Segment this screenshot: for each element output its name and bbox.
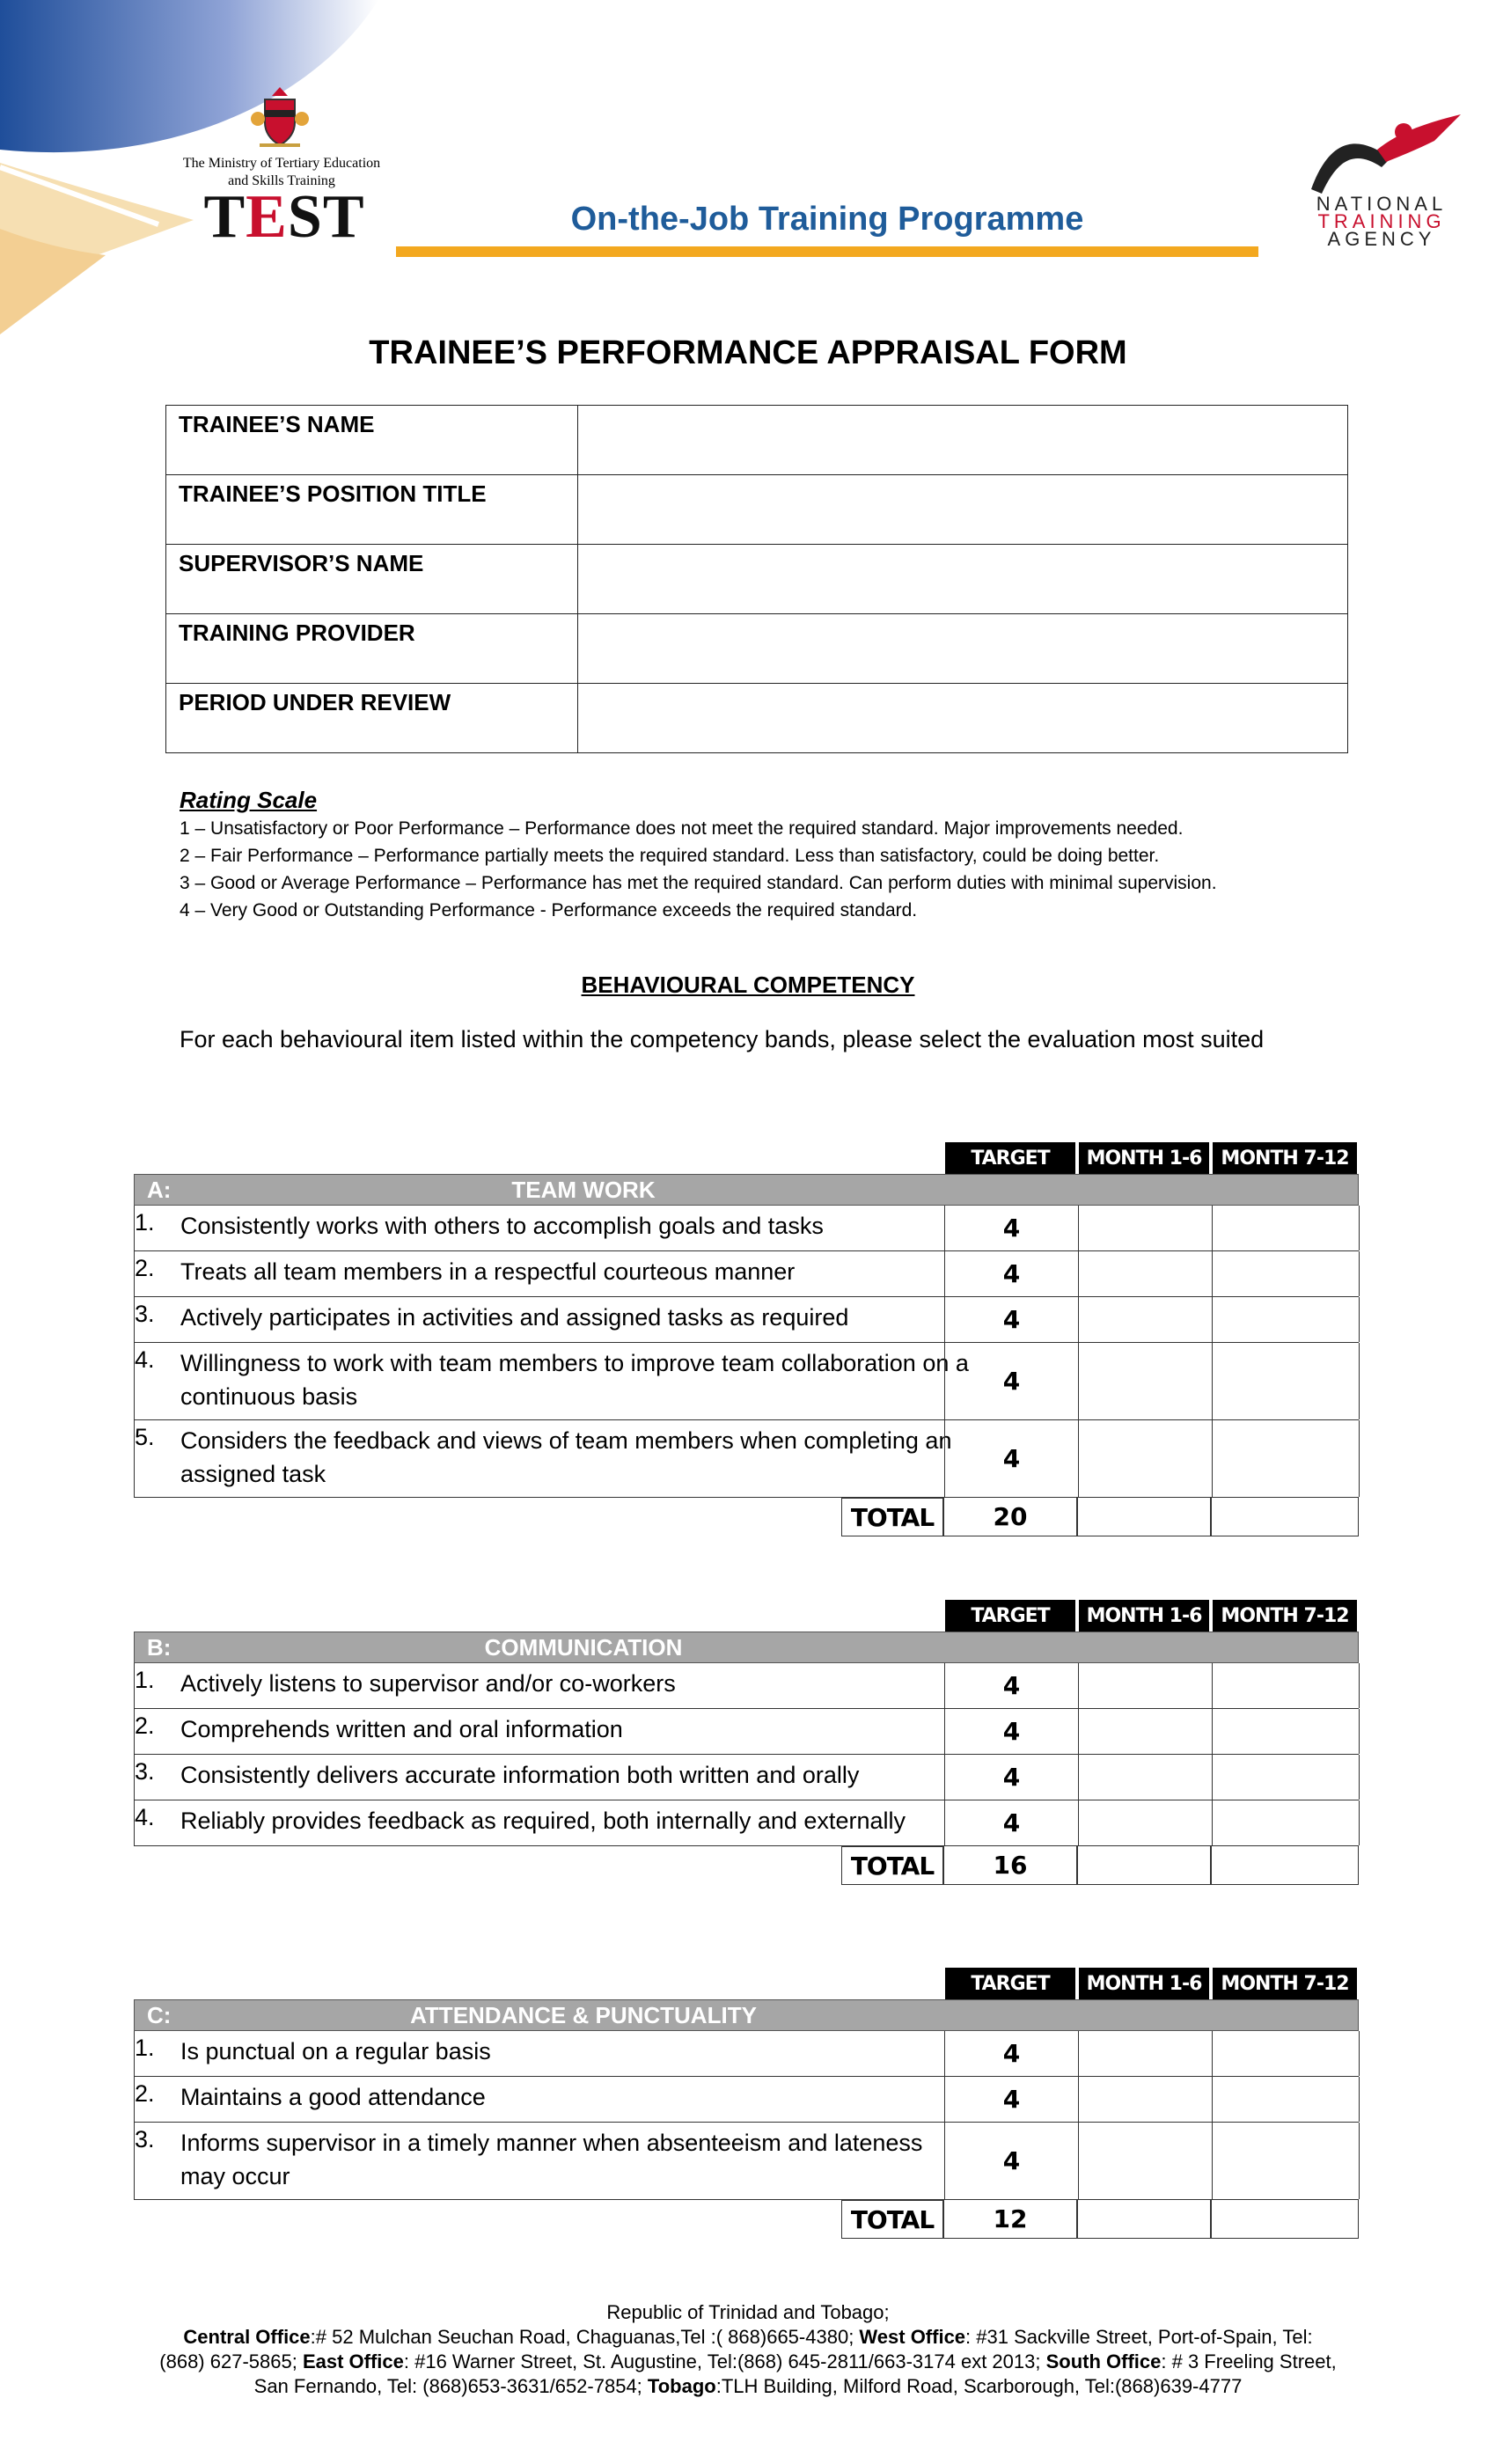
item-m2-cell[interactable]: [1212, 2123, 1360, 2199]
item-target-value: 4: [1002, 1305, 1021, 1334]
rating-scale-item: 3 – Good or Average Performance – Performance has met the required standard. Can perform duties with minimal supervision.: [180, 873, 1217, 893]
total-row: [134, 2200, 1359, 2239]
competency-section: [134, 1142, 1359, 1536]
column-header-target: TARGET: [945, 1968, 1075, 1999]
item-target-cell: [944, 1800, 1078, 1845]
competency-item-row: [134, 1800, 1359, 1846]
item-m2-cell[interactable]: [1212, 1206, 1360, 1250]
item-m2-value: [1213, 1420, 1359, 1497]
total-target-value: 20: [993, 1502, 1028, 1531]
total-m2-cell[interactable]: [1211, 2200, 1359, 2239]
item-m2-value: [1213, 1343, 1359, 1419]
item-m1-value: [1079, 1709, 1212, 1754]
item-number: 1.: [135, 2035, 155, 2061]
item-m1-cell[interactable]: [1078, 1251, 1212, 1296]
competency-item-row: [134, 1420, 1359, 1498]
info-label: TRAINEE’S NAME: [166, 406, 578, 475]
column-header-m1: MONTH 1-6: [1079, 1142, 1209, 1174]
item-number: 3.: [135, 1301, 155, 1327]
item-m1-cell[interactable]: [1078, 1755, 1212, 1800]
competency-item-row: [134, 1755, 1359, 1800]
item-target-value: 4: [1002, 1671, 1021, 1700]
item-m2-value: [1213, 1709, 1359, 1754]
total-label: TOTAL: [841, 2200, 943, 2239]
item-m2-cell[interactable]: [1212, 1297, 1360, 1342]
info-label: TRAINING PROVIDER: [166, 614, 578, 684]
info-value-field[interactable]: [578, 545, 1348, 614]
item-number: 3.: [135, 1758, 155, 1785]
item-m1-value: [1079, 1755, 1212, 1800]
rating-scale-item: 4 – Very Good or Outstanding Performance - Performance exceeds the required standard.: [180, 900, 918, 920]
item-description: Reliably provides feedback as required, both internally and externally: [180, 1808, 906, 1834]
item-number: 2.: [135, 1255, 155, 1281]
item-target-value: 4: [1002, 1367, 1021, 1396]
item-target-cell: [944, 1206, 1078, 1250]
item-m1-value: [1079, 2077, 1212, 2122]
item-target-cell: [944, 1343, 1078, 1419]
item-number: 4.: [135, 1346, 155, 1373]
item-description: Actively listens to supervisor and/or co-workers: [180, 1670, 676, 1697]
info-row: [166, 406, 1348, 475]
info-value-field[interactable]: [578, 406, 1348, 475]
item-m2-value: [1213, 1251, 1359, 1296]
rating-scale-item: 1 – Unsatisfactory or Poor Performance – Performance does not meet the required standard. Major improvements needed.: [180, 818, 1184, 839]
item-target-value: 4: [1002, 1444, 1021, 1473]
total-m2-cell[interactable]: [1211, 1498, 1359, 1536]
info-label: SUPERVISOR’S NAME: [166, 545, 578, 614]
item-m2-value: [1213, 1206, 1359, 1250]
competency-item-row: [134, 1663, 1359, 1709]
item-number: 3.: [135, 2126, 155, 2152]
item-target-cell: [944, 2031, 1078, 2076]
item-m2-cell[interactable]: [1212, 1709, 1360, 1754]
item-m1-value: [1079, 1800, 1212, 1845]
item-m2-value: [1213, 2123, 1359, 2199]
item-number: 2.: [135, 2080, 155, 2107]
item-target-cell: [944, 1420, 1078, 1497]
competency-item-row: [134, 2077, 1359, 2123]
item-number: 1.: [135, 1209, 155, 1236]
rating-scale: [180, 785, 1412, 924]
info-value-field[interactable]: [578, 684, 1348, 753]
item-m2-cell[interactable]: [1212, 2031, 1360, 2076]
competency-section: [134, 1600, 1359, 1885]
competency-item-row: [134, 1206, 1359, 1251]
item-m1-cell[interactable]: [1078, 1709, 1212, 1754]
competency-band-header: [134, 1999, 1359, 2031]
band-name: COMMUNICATION: [484, 1634, 683, 1661]
total-m2-cell[interactable]: [1211, 1846, 1359, 1885]
item-m1-value: [1079, 1251, 1212, 1296]
item-target-value: 4: [1002, 1717, 1021, 1746]
total-m1-cell[interactable]: [1077, 1498, 1211, 1536]
item-target-value: 4: [1002, 1763, 1021, 1792]
ministry-name: The Ministry of Tertiary Education and Skills Training: [182, 156, 381, 188]
item-target-value: 4: [1002, 2085, 1021, 2114]
column-header-m2: MONTH 7-12: [1213, 1142, 1357, 1174]
item-description: Considers the feedback and views of team members when completing an assigned task: [180, 1427, 952, 1487]
column-header-m1: MONTH 1-6: [1079, 1600, 1209, 1632]
competency-item-row: [134, 1343, 1359, 1420]
total-m1-cell[interactable]: [1077, 2200, 1211, 2239]
item-m2-cell[interactable]: [1212, 2077, 1360, 2122]
total-target-cell: [943, 1846, 1077, 1885]
item-target-cell: [944, 1663, 1078, 1708]
item-number: 2.: [135, 1712, 155, 1739]
item-target-value: 4: [1002, 1259, 1021, 1288]
competency-item-row: [134, 2123, 1359, 2200]
total-target-value: 12: [993, 2204, 1028, 2233]
item-m1-cell[interactable]: [1078, 1800, 1212, 1845]
column-header-target: TARGET: [945, 1142, 1075, 1174]
item-m1-value: [1079, 1206, 1212, 1250]
item-number: 1.: [135, 1667, 155, 1693]
item-number: 4.: [135, 1804, 155, 1830]
info-label: TRAINEE’S POSITION TITLE: [166, 475, 578, 545]
competency-section: [134, 1968, 1359, 2239]
band-name: TEAM WORK: [511, 1177, 656, 1203]
info-row: [166, 684, 1348, 753]
info-value-field[interactable]: [578, 614, 1348, 684]
item-target-value: 4: [1002, 2039, 1021, 2068]
info-label: PERIOD UNDER REVIEW: [166, 684, 578, 753]
item-m1-value: [1079, 1420, 1212, 1497]
item-m2-value: [1213, 2031, 1359, 2076]
column-header-row: [134, 1600, 1359, 1632]
info-row: [166, 545, 1348, 614]
item-description: Consistently works with others to accomplish goals and tasks: [180, 1213, 824, 1239]
item-m1-value: [1079, 2031, 1212, 2076]
item-target-value: 4: [1002, 1214, 1021, 1243]
item-m1-cell[interactable]: [1078, 2077, 1212, 2122]
competency-item-row: [134, 1251, 1359, 1297]
item-m2-value: [1213, 1297, 1359, 1342]
item-m2-cell[interactable]: [1212, 1755, 1360, 1800]
item-target-cell: [944, 1297, 1078, 1342]
total-target-cell: [943, 2200, 1077, 2239]
item-description: Comprehends written and oral information: [180, 1716, 623, 1742]
total-target-value: 16: [993, 1851, 1028, 1880]
form-title: TRAINEE’S PERFORMANCE APPRAISAL FORM: [369, 334, 1127, 371]
item-target-cell: [944, 2123, 1078, 2199]
rating-scale-item: 2 – Fair Performance – Performance partially meets the required standard. Less than satisfactory, could be doing better.: [180, 846, 1160, 866]
total-m1-cell[interactable]: [1077, 1846, 1211, 1885]
coat-of-arms-icon: [249, 84, 311, 150]
item-target-cell: [944, 2077, 1078, 2122]
column-header-target: TARGET: [945, 1600, 1075, 1632]
competency-band-header: [134, 1632, 1359, 1663]
competency-item-row: [134, 1297, 1359, 1343]
band-name: ATTENDANCE & PUNCTUALITY: [410, 2002, 757, 2028]
total-row: [134, 1498, 1359, 1536]
item-description: Informs supervisor in a timely manner when absenteeism and lateness may occur: [180, 2130, 923, 2189]
item-m2-value: [1213, 1663, 1359, 1708]
competency-item-row: [134, 1709, 1359, 1755]
trainee-info-table: [165, 405, 1348, 753]
item-description: Willingness to work with team members to improve team collaboration on a continuous basis: [180, 1350, 969, 1410]
item-m2-value: [1213, 1800, 1359, 1845]
total-row: [134, 1846, 1359, 1885]
item-target-value: 4: [1002, 2146, 1021, 2175]
item-m2-value: [1213, 1755, 1359, 1800]
nta-logo-icon: [1294, 106, 1470, 202]
item-m1-cell[interactable]: [1078, 1206, 1212, 1250]
item-m1-cell[interactable]: [1078, 2123, 1212, 2199]
item-target-cell: [944, 1755, 1078, 1800]
band-code: A:: [147, 1177, 172, 1203]
competency-band-header: [134, 1174, 1359, 1206]
item-m1-cell[interactable]: [1078, 1343, 1212, 1419]
competency-item-row: [134, 2031, 1359, 2077]
item-number: 5.: [135, 1424, 155, 1450]
item-m1-cell[interactable]: [1078, 1297, 1212, 1342]
item-description: Is punctual on a regular basis: [180, 2038, 491, 2064]
item-m1-value: [1079, 1297, 1212, 1342]
item-m2-cell[interactable]: [1212, 1663, 1360, 1708]
column-header-row: [134, 1968, 1359, 1999]
behavioural-competency-intro: For each behavioural item listed within the competency bands, please select the evaluation most suited: [180, 1026, 1265, 1052]
item-m2-cell[interactable]: [1212, 1800, 1360, 1845]
info-value-field[interactable]: [578, 475, 1348, 545]
item-m1-cell[interactable]: [1078, 1663, 1212, 1708]
item-m2-cell[interactable]: [1212, 1251, 1360, 1296]
column-header-row: [134, 1142, 1359, 1174]
programme-title: On-the-Job Training Programme: [570, 201, 1084, 238]
rating-scale-title: Rating Scale: [180, 787, 318, 813]
item-description: Maintains a good attendance: [180, 2084, 486, 2110]
item-m1-value: [1079, 1343, 1212, 1419]
item-m1-cell[interactable]: [1078, 1420, 1212, 1497]
info-row: [166, 475, 1348, 545]
test-logo-text: TEST: [203, 183, 365, 251]
total-label: TOTAL: [841, 1498, 943, 1536]
programme-title-underline: [396, 246, 1258, 257]
band-code: B:: [147, 1634, 172, 1661]
column-header-m1: MONTH 1-6: [1079, 1968, 1209, 1999]
band-code: C:: [147, 2002, 172, 2028]
item-m1-value: [1079, 2123, 1212, 2199]
item-m1-cell[interactable]: [1078, 2031, 1212, 2076]
footer-addresses: Republic of Trinidad and Tobago; Central Office:# 52 Mulchan Seuchan Road, Chaguanas,Tel :( 868)665-4380; West Office: #31 Sackville Street, Port-of-Spain, Tel: (868) 627-5865; East Office: #16 Warner Street, St. Augustine, Tel:(868) 645-2811/663-3174 ext 2013; South Office: # 3 Freeling Street, San Fernando, Tel: (868)653-3631/652-7854; Tobago:TLH Building, Milford Road, Scarborough, Tel:(868)639-4777: [159, 2301, 1337, 2397]
item-target-value: 4: [1002, 1808, 1021, 1837]
item-description: Consistently delivers accurate information both written and orally: [180, 1762, 860, 1788]
behavioural-competency-title: BEHAVIOURAL COMPETENCY: [581, 972, 915, 998]
nta-wordmark: NATIONAL TRAINING AGENCY: [1316, 193, 1448, 250]
total-label: TOTAL: [841, 1846, 943, 1885]
column-header-m2: MONTH 7-12: [1213, 1600, 1357, 1632]
total-target-cell: [943, 1498, 1077, 1536]
item-description: Actively participates in activities and assigned tasks as required: [180, 1304, 849, 1331]
item-m1-value: [1079, 1663, 1212, 1708]
info-row: [166, 614, 1348, 684]
item-m2-cell[interactable]: [1212, 1420, 1360, 1497]
item-m2-cell[interactable]: [1212, 1343, 1360, 1419]
item-description: Treats all team members in a respectful courteous manner: [180, 1258, 796, 1285]
item-m2-value: [1213, 2077, 1359, 2122]
column-header-m2: MONTH 7-12: [1213, 1968, 1357, 1999]
item-target-cell: [944, 1251, 1078, 1296]
item-target-cell: [944, 1709, 1078, 1754]
